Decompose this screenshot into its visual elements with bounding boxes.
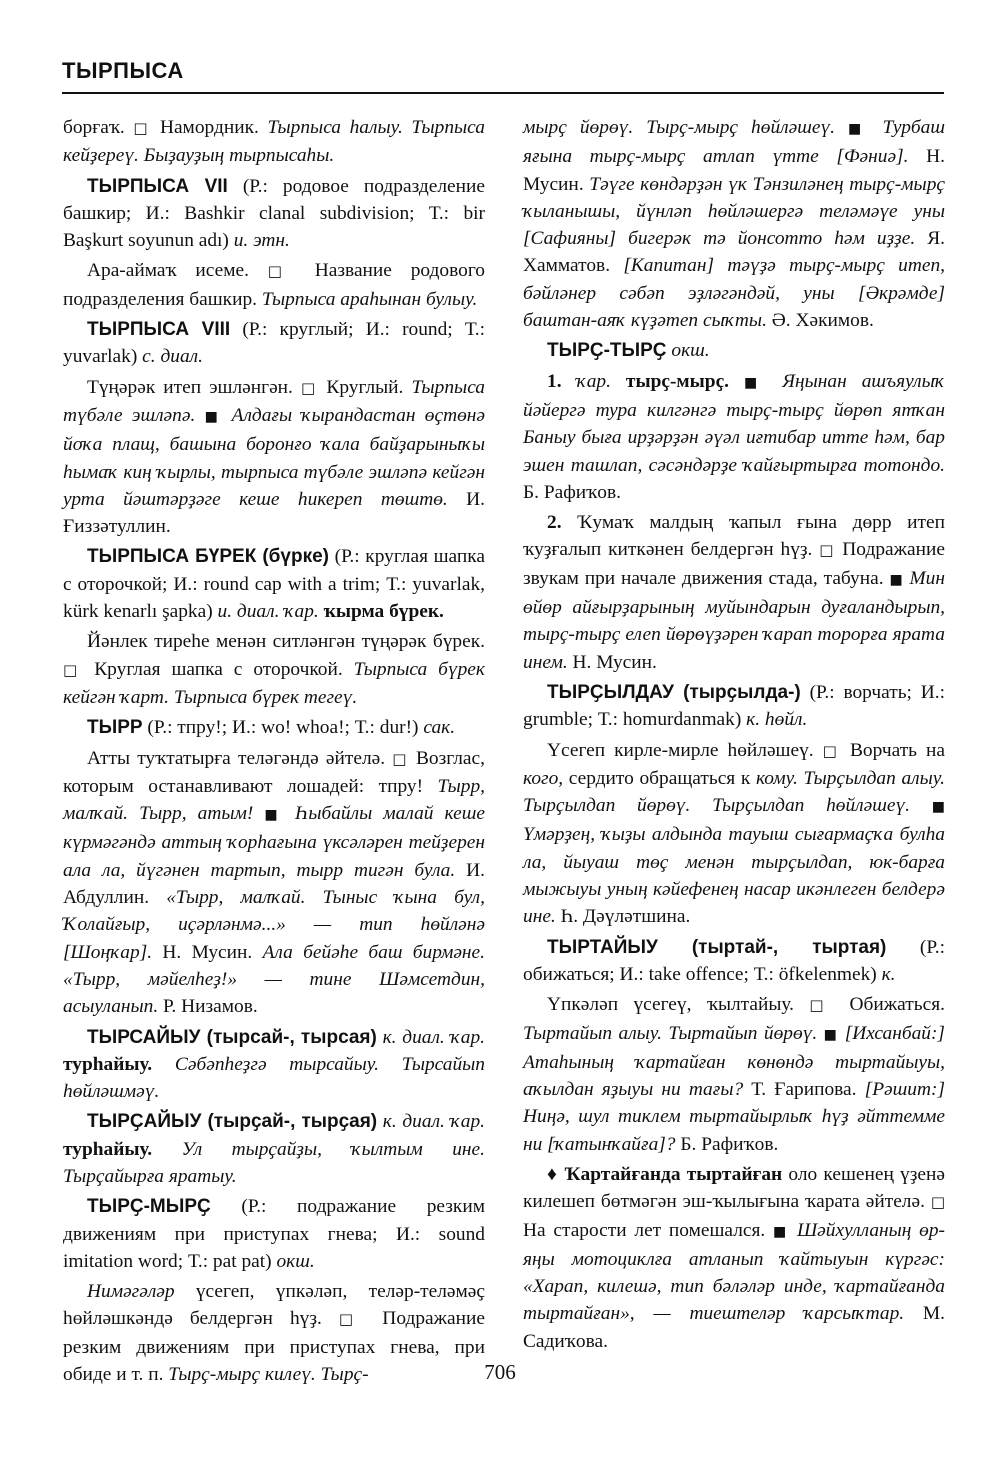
right-column xyxy=(523,114,945,1358)
text-run: Тырпыса бүрек кейгән ҡарт. Тырпыса бүрек тегеү. xyxy=(63,658,485,708)
text-run: Тырҫылдап алыу. Тырҫылдап йөрөү. Тырҫылдап һөйләшеү. xyxy=(523,767,945,817)
text-run: кому. xyxy=(755,767,798,789)
text-run: Тырҫ-мырҫ килеү. Тырҫ- xyxy=(168,1364,369,1386)
text-run: ҡар. xyxy=(576,370,626,392)
text-run: и. этн. xyxy=(233,230,290,252)
page-number: 706 xyxy=(484,1360,516,1384)
text-run: окш. xyxy=(276,1250,315,1272)
entry-definition xyxy=(523,991,945,1158)
entry-definition xyxy=(523,509,945,676)
text-run: Тәүге көндәрҙән үк Тәнзиләнең тырҫ-мырҫ ҡыланышы, йүнләп һөйләшергә теләмәүе уны [Сафияны] бигерәк тә йонсотто һәм иҙҙе. xyxy=(523,173,945,250)
text-run: ҡырма бүрек. xyxy=(323,601,444,623)
text-run: Т. Ғарипова. xyxy=(743,1079,865,1101)
dictionary-entry xyxy=(63,714,485,741)
text-run: Б. Рафиҡов. xyxy=(675,1133,779,1155)
example-marker-icon: ■ xyxy=(848,121,870,137)
text-run: [Рәшит:] Ниңә, шул тиклем тыртайырлыҡ һүҙ әйттемме ни [ҡатынҡайға]? xyxy=(523,1079,945,1155)
text-run: Н. Мусин. xyxy=(523,146,945,195)
entry-definition xyxy=(523,1161,945,1355)
text-run: тырҫ-мырҫ. xyxy=(625,370,730,392)
text-run: Р. Низамов. xyxy=(158,996,258,1018)
translation-marker-icon: □ xyxy=(819,541,836,560)
text-run: Һ. Дәүләтшина. xyxy=(555,906,691,928)
headword: ТЫРҪ-ТЫРҪ xyxy=(547,340,667,362)
text-run: к. диал. ҡар. xyxy=(377,1111,485,1133)
translation-marker-icon: □ xyxy=(133,119,152,137)
headword: ТЫРТАЙЫУ (тыртай-, тыртая) xyxy=(547,936,887,958)
translation-marker-icon: □ xyxy=(930,1193,945,1212)
translation-marker-icon: □ xyxy=(809,996,835,1015)
example-marker-icon: ■ xyxy=(889,571,904,588)
translation-marker-icon: □ xyxy=(300,378,319,397)
text-run: (Р.: круглая шапка с оторочкой; И.: round cap with a trim; Т.: yuvarlak, kürk kenarlı şapka) xyxy=(63,546,485,623)
text-run: окш. xyxy=(666,340,710,362)
dictionary-entry xyxy=(523,934,945,989)
text-run: Я. Хамматов. xyxy=(523,228,945,277)
text-run: Яңынан ашъяулыҡ йәйергә тура килгәнгә тырҫ-тырҫ йөрөп ятҡан Баныу быға ирҙәрҙән әүәл иғтибар итте һәм, бар эшен ташлап, сәсәндәрҙе ҡайғыртырға тотондо. xyxy=(523,370,945,476)
text-run: И. Абдуллин. xyxy=(63,859,486,909)
entry-definition xyxy=(523,737,945,931)
text-run: Ҡумаҡ малдың ҡапыл ғына дөрр итеп ҡуҙғалып киткәнен белдергән һүҙ. xyxy=(523,512,945,561)
text-run: Турбаш яғына тырҫ-мырҫ атлап үтте [Фәниә]. xyxy=(523,117,945,168)
headword: ТЫРПЫСА VIII xyxy=(87,319,231,341)
dictionary-entry xyxy=(63,1108,485,1190)
headword: ТЫРПЫСА VII xyxy=(87,175,228,197)
text-run: 2. xyxy=(547,512,578,534)
translation-marker-icon: □ xyxy=(392,749,409,768)
dictionary-entry xyxy=(523,679,945,734)
example-marker-icon: ■ xyxy=(204,408,223,425)
text-run: Тырпыса түбәле эшләпә. xyxy=(63,376,485,426)
text-run: Тырпыса һалыу. Тырпыса кейҙереү. Быҙауҙың тырпысаһы. xyxy=(63,117,485,167)
example-marker-icon: ■ xyxy=(264,807,284,824)
text-run: М. Садиҡова. xyxy=(523,1303,945,1352)
translation-marker-icon: □ xyxy=(267,262,296,281)
translation-marker-icon: □ xyxy=(338,1310,366,1329)
text-run: Мин өйөр айғырҙарының муйындарын дуғаландырып, тырҫ-тырҫ елеп йөрөүҙәрен ҡарап торорға ярата инем. xyxy=(523,567,945,673)
dictionary-entry xyxy=(63,543,485,625)
text-run: сердито обращаться к xyxy=(563,767,756,789)
text-run: (Р.: круглый; И.: round; Т.: yuvarlak) xyxy=(63,319,485,368)
dictionary-entry xyxy=(63,316,485,371)
text-run: Ворчать на xyxy=(840,739,945,761)
header-rule xyxy=(62,92,944,94)
headword: ТЫРПЫСА БҮРЕК (бүрке) xyxy=(87,546,329,568)
text-run: [Ихсанбай:] Атаһының ҡартайған көнөндә тыртайыуы, аҡылдан яҙыуы ни тағы? xyxy=(523,1022,945,1101)
dictionary-entry xyxy=(63,1193,485,1275)
example-marker-icon: ■ xyxy=(773,1223,790,1240)
text-run: «Тырр, малҡай. Тыныс ҡына бул, Ҡолайғыр, иҫәрләнмә...» — тип һөйләнә [Шоңҡар]. xyxy=(63,887,485,963)
text-run: (Р.: родовое подразделение башкир; И.: Bashkir clanal subdivision; Т.: bir Başkurt soyunun adı) xyxy=(63,175,485,252)
text-run: ♦ xyxy=(547,1163,565,1185)
text-run: к. диал. ҡар. xyxy=(376,1026,485,1048)
text-run: Ул тырҫайҙы, ҡылтым ине. Тырҫайырға яратыу. xyxy=(63,1138,485,1187)
text-run: Тырр, малҡай. Тырр, атым! xyxy=(63,775,485,825)
text-run: борғаҡ. xyxy=(63,117,134,138)
entry-definition xyxy=(63,745,485,1021)
dictionary-entry xyxy=(63,1024,485,1106)
text-run: Һыбайлы малай кеше күрмәгәндә аттың ҡорһағына үксәләрен тейҙерен ала ла, йүгәнен тартып, тырр тигән була. xyxy=(63,803,485,881)
text-run: Ҡартайғанда тыртайған xyxy=(564,1163,783,1185)
text-run: Н. Мусин. xyxy=(567,651,657,673)
text-run: Нимәгәләр xyxy=(87,1281,175,1303)
left-column xyxy=(63,114,485,1391)
text-run: Үмәрҙең, ҡыҙы алдында тауыш сығармаҫҡа булһа ла, йыуаш төҫ менән тырҫылдап, юк-барға мыжыуы уның кәйефенең насар икәнлеген белдерә ине. xyxy=(523,824,945,928)
example-marker-icon: ■ xyxy=(744,374,768,391)
text-run: (Р.: тпру!; И.: wo! whoa!; Т.: dur!) xyxy=(142,717,424,739)
text-run: Обижаться. xyxy=(834,994,945,1016)
translation-marker-icon: □ xyxy=(822,741,841,760)
text-run: Үпкәләп үсегеү, ҡылтайыу. xyxy=(547,994,810,1016)
text-run: к. һөйл. xyxy=(746,709,808,731)
entry-definition xyxy=(63,374,485,541)
text-run: с. диал. xyxy=(142,346,203,368)
text-run: 1. xyxy=(547,370,577,392)
text-run: Название родового подразделения башкир. xyxy=(63,260,485,310)
text-run: к. xyxy=(881,963,896,985)
text-run: (Р.: ворчать; И.: grumble; Т.: homurdanmak) xyxy=(523,681,945,731)
headword: ТЫРҪЫЛДАУ (тырҫылда-) xyxy=(547,681,801,703)
entry-definition xyxy=(63,257,485,313)
text-run: турһайыу. xyxy=(63,1138,153,1160)
text-run: мырҫ йөрөү. Тырҫ-мырҫ һөйләшеү. xyxy=(523,117,849,138)
text-run: (Р.: обижаться; И.: take offence; Т.: öfkelenmek) xyxy=(523,936,945,985)
text-run: Түңәрәк итеп эшләнгән. xyxy=(87,376,301,398)
text-run: Шәйхулланың өр-яңы мотоциклға атланып ҡайтыуын күргәс: «Харап, килешә, тип бәләләр инде, ҡартайғанда тыртайған», — тиештеләр ҡарсыҡтар. xyxy=(523,1219,945,1325)
text-run: Круглый. xyxy=(318,376,412,398)
example-marker-icon: ■ xyxy=(823,1026,839,1043)
dictionary-entry xyxy=(63,173,485,255)
text-run: Тырпыса араһынан булыу. xyxy=(261,288,478,310)
text-run: турһайыу. xyxy=(63,1053,153,1075)
entry-continuation xyxy=(523,114,945,334)
text-run: Ара-аймаҡ исеме. xyxy=(87,260,268,282)
text-run: Н. Мусин. xyxy=(152,941,263,963)
text-run: Алдағы ҡырандастан өҫтөнә йоҡа плащ, башына боронғо ҡала байҙарыныҡы һымаҡ киң ҡырлы, тырпыса түбәле эшләпә кейгән урта йәштәрҙәге кеше һикереп төштө. xyxy=(63,404,485,510)
text-run: Тыртайып алыу. Тыртайып йөрөү. xyxy=(523,1022,824,1044)
text-run: Возглас, которым останавливают лошадей: тпру! xyxy=(63,747,485,797)
text-run: Сәбәпһеҙгә тырсайыу. Тырсайып һөйләшмәү. xyxy=(63,1053,485,1103)
text-run: и. диал. ҡар. xyxy=(217,601,324,623)
headword: ТЫРСАЙЫУ (тырсай-, тырсая) xyxy=(87,1026,377,1048)
text-run: Б. Рафиҡов. xyxy=(523,481,621,503)
text-run: (Р.: подражание резким движениям при приступах гнева; И.: sound imitation word; Т.: pat pat) xyxy=(63,1196,485,1272)
text-run: Атты туҡтатырға теләгәндә әйтелә. xyxy=(87,747,393,769)
example-marker-icon: ■ xyxy=(931,799,945,816)
text-run: На старости лет помешался. xyxy=(523,1219,774,1241)
text-run: сак. xyxy=(423,717,456,739)
text-run: кого, xyxy=(523,767,564,789)
text-run: Подражание резким движениям при приступах гнева, при обиде и т. п. xyxy=(63,1308,485,1386)
text-run: Ә. Хәкимов. xyxy=(766,310,874,332)
text-run: Круглая шапка с оторочкой. xyxy=(83,658,354,680)
headword: ТЫРҪАЙЫУ (тырҫай-, тырҫая) xyxy=(87,1111,378,1133)
text-run: Ала бейәһе баш бирмәне. «Тырр, мәйелһеҙ!» — тине Шәмсетдин, асыуланып. xyxy=(63,941,485,1018)
running-head: ТЫРПЫСА xyxy=(62,58,184,83)
text-run: үсегеп, үпкәләп, теләр-теләмәҫ һөйләшкәндә белдергән һүҙ. xyxy=(63,1281,485,1330)
text-run: Үсегеп кирле-мирле һөйләшеү. xyxy=(547,739,823,761)
text-run: Подражание звукам при начале движения стада, табуна. xyxy=(523,539,945,589)
headword: ТЫРР xyxy=(87,717,143,739)
entry-definition xyxy=(523,368,945,506)
text-run: И. Ғиззәтуллин. xyxy=(63,488,486,538)
entry-definition xyxy=(63,628,485,711)
entry-continuation xyxy=(63,114,485,170)
text-run: [Капитан] тәүҙә тырҫ-мырҫ итеп, бәйләнер сәбәп эҙләгәндәй, уны [Әкрәмде] баштан-аяҡ күҙәтеп сыҡты. xyxy=(523,255,945,332)
text-run xyxy=(729,371,744,392)
text-run: Намордник. xyxy=(151,117,268,138)
text-run: Йәнлек тиреһе менән ситләнгән түңәрәк бүрек. xyxy=(87,631,485,653)
dictionary-entry xyxy=(523,337,945,364)
translation-marker-icon: □ xyxy=(63,660,84,679)
headword: ТЫРҪ-МЫРҪ xyxy=(87,1196,211,1218)
text-run: оло кешенең үҙенә килешеп бөтмәгән эш-ҡылығына ҡарата әйтелә. xyxy=(523,1163,945,1213)
